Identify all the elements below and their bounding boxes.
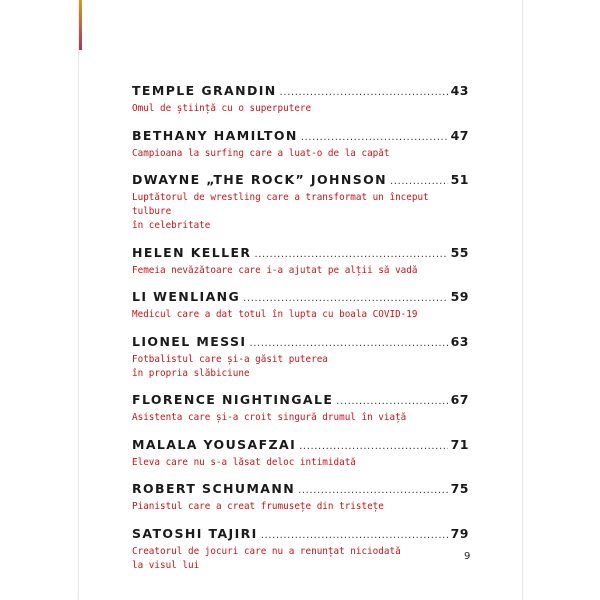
- entry-description: Eleva care nu s-a lăsat deloc intimidată: [132, 456, 356, 468]
- entry-description: Asistenta care și-a croit singură drumul în viață: [132, 412, 407, 423]
- entry-title: LIONEL MESSI: [132, 333, 247, 349]
- binding-edge: [79, 0, 82, 50]
- toc-entry: [132, 127, 469, 161]
- leader-dots: [249, 335, 447, 353]
- toc-entry: [132, 525, 469, 573]
- entry-title: TEMPLE GRANDIN: [132, 83, 277, 98]
- entry-description: Fotbalistul care și-a găsit puterea: [132, 353, 328, 365]
- entry-page: 43: [450, 83, 469, 98]
- entry-description: în celebritate: [132, 220, 211, 231]
- entry-description: Creatorul de jocuri care nu a renunțat niciodată: [132, 545, 401, 557]
- leader-dots: [280, 84, 448, 102]
- entry-page: 55: [450, 244, 469, 260]
- entry-title: SATOSHI TAJIRI: [132, 525, 258, 541]
- toc-entry: [132, 244, 469, 278]
- entry-page: 75: [450, 481, 469, 496]
- entry-page: 67: [450, 392, 469, 407]
- entry-page: 47: [450, 127, 469, 143]
- leader-dots: [298, 482, 448, 500]
- leader-dots: [336, 393, 447, 411]
- entry-description: Medicul care a dat totul în lupta cu boala COVID-19: [132, 309, 418, 320]
- toc-entry: [132, 288, 469, 322]
- toc-entry: [132, 82, 469, 116]
- entry-description: Omul de știință cu o superputere: [132, 103, 312, 114]
- leader-dots: [301, 129, 448, 147]
- entry-description: Pianistul care a creat frumusețe din tristețe: [132, 501, 384, 512]
- entry-title: FLORENCE NIGHTINGALE: [132, 392, 334, 407]
- entry-page: 71: [450, 436, 469, 452]
- toc-entry: [132, 333, 469, 381]
- leader-dots: [261, 527, 448, 545]
- entry-title: BETHANY HAMILTON: [132, 127, 298, 143]
- leader-dots: [243, 290, 447, 308]
- entry-page: 51: [450, 172, 469, 187]
- entry-description: Luptătorul de wrestling care a transformat un început tulbure: [132, 192, 429, 217]
- entry-title: MALALA YOUSAFZAI: [132, 436, 297, 452]
- toc-entry: [132, 171, 469, 233]
- entry-description: Femeia nevăzătoare care i-a ajutat pe alții să vadă: [132, 264, 418, 276]
- toc-entry: [132, 436, 469, 470]
- entry-description: în propria slăbiciune: [132, 367, 250, 379]
- entry-page: 59: [450, 289, 469, 304]
- leader-dots: [254, 246, 447, 264]
- entry-description: Campioana la surfing care a luat-o de la capăt: [132, 147, 390, 159]
- toc-entry: [132, 480, 469, 514]
- entry-title: LI WENLIANG: [132, 289, 241, 304]
- leader-dots: [299, 438, 447, 456]
- table-of-contents: [132, 82, 469, 583]
- leader-dots: [390, 173, 448, 191]
- toc-entry: [132, 391, 469, 425]
- page-number: 9: [464, 551, 471, 562]
- entry-page: 79: [450, 525, 469, 541]
- entry-title: DWAYNE „THE ROCK” JOHNSON: [132, 172, 388, 187]
- entry-title: ROBERT SCHUMANN: [132, 481, 296, 496]
- entry-page: 63: [450, 333, 469, 349]
- entry-title: HELEN KELLER: [132, 244, 252, 260]
- entry-description: la visul lui: [132, 559, 200, 571]
